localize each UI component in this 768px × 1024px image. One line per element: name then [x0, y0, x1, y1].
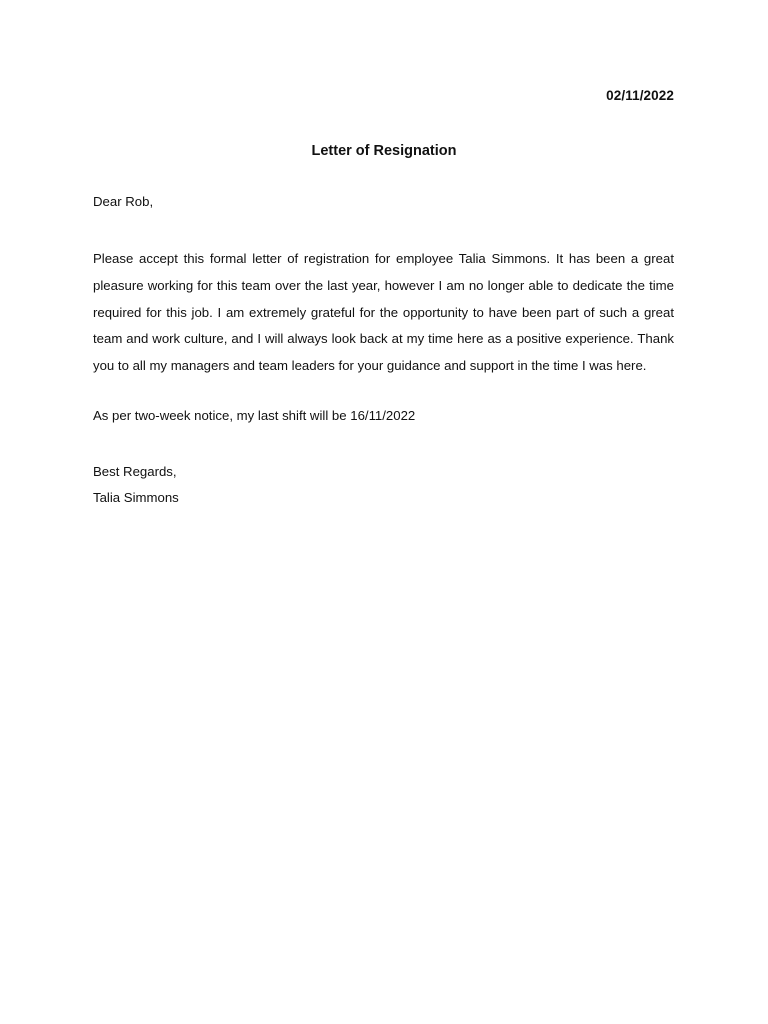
letter-date: 02/11/2022: [606, 88, 674, 103]
signature-name: Talia Simmons: [93, 490, 179, 506]
main-paragraph: Please accept this formal letter of registration for employee Talia Simmons. It has been a great pleasure working for this team over the last year, however I am no longer able to dedicate the time required for this job. I am extremely grateful for the opportunity to have been part of such a great team and work culture, and I will always look back at my time here as a positive experience. Thank you to all my managers and team leaders for your guidance and support in the time I was here.: [93, 251, 674, 374]
letter-body: [93, 193, 674, 512]
closing-block: [93, 459, 674, 512]
salutation: Dear Rob,: [93, 194, 154, 209]
notice-paragraph: As per two-week notice, my last shift will be 16/11/2022: [93, 407, 416, 423]
letter-title: Letter of Resignation: [311, 143, 457, 159]
closing-line: Best Regards,: [93, 463, 177, 479]
